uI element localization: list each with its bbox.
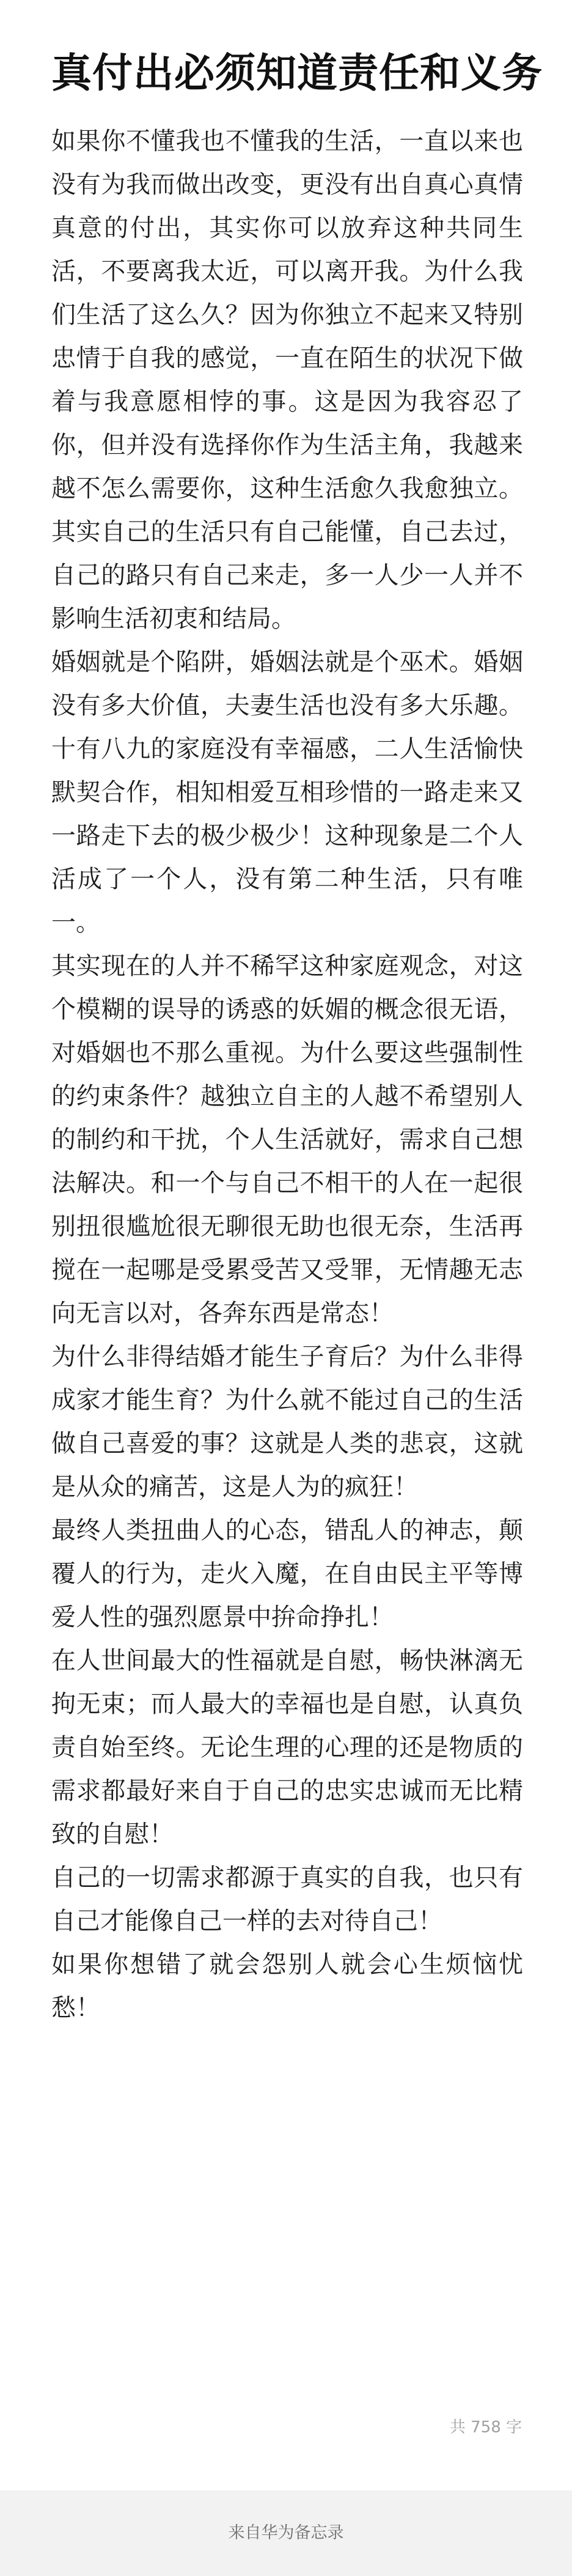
paragraph: 其实现在的人并不稀罕这种家庭观念，对这个模糊的误导的诱惑的妖媚的概念很无语，对婚姻也不那么重视。为什么要这些强制性的约束条件？越独立自主的人越不希望别人的制约和干扰，个人生活就好，需求自己想法解决。和一个与自己不相干的人在一起很别扭很尴尬很无聊很无助也很无奈，生活再搅在一起哪是受累受苦又受罪，无情趣无志向无言以对，各奔东西是常态！	[51, 952, 523, 1327]
note-body	[51, 120, 523, 2030]
note-title: 真付出必须知道责任和义务	[51, 50, 543, 97]
footer-bar	[0, 2490, 572, 2576]
paragraph: 为什么非得结婚才能生子育后？为什么非得成家才能生育？为什么就不能过自己的生活做自己喜爱的事？这就是人类的悲哀，这就是从众的痛苦，这是人为的疯狂！	[51, 1343, 523, 1501]
paragraph: 如果你不懂我也不懂我的生活，一直以来也没有为我而做出改变，更没有出自真心真情真意的付出，其实你可以放弃这种共同生活，不要离我太近，可以离开我。为什么我们生活了这么久？因为你独立不起来又特别忠情于自我的感觉，一直在陌生的状况下做着与我意愿相悖的事。这是因为我容忍了你，但并没有选择你作为生活主角，我越来越不怎么需要你，这种生活愈久我愈独立。其实自己的生活只有自己能懂，自己去过，自己的路只有自己来走，多一人少一人并不影响生活初衷和结局。	[51, 127, 523, 633]
paragraph: 如果你想错了就会怨别人就会心生烦恼忧愁！	[51, 1950, 523, 2022]
paragraph: 自己的一切需求都源于真实的自我，也只有自己才能像自己一样的去对待自己！	[51, 1864, 523, 1935]
paragraph: 在人世间最大的性福就是自慰，畅快淋漓无拘无束；而人最大的幸福也是自慰，认真负责自始至终。无论生理的心理的还是物质的需求都最好来自于自己的忠实忠诚而无比精致的自慰！	[51, 1647, 523, 1848]
paragraph: 最终人类扭曲人的心态，错乱人的神志，颠覆人的行为，走火入魔，在自由民主平等博爱人性的强烈愿景中拚命挣扎！	[51, 1516, 523, 1631]
paragraph: 婚姻就是个陷阱，婚姻法就是个巫术。婚姻没有多大价值，夫妻生活也没有多大乐趣。十有八九的家庭没有幸福感，二人生活愉快默契合作，相知相爱互相珍惜的一路走来又一路走下去的极少极少！这种现象是二个人活成了一个人，没有第二种生活，只有唯一。	[51, 648, 523, 937]
source-attribution: 来自华为备忘录	[228, 2523, 344, 2542]
word-count: 共 758 字	[449, 2418, 522, 2437]
